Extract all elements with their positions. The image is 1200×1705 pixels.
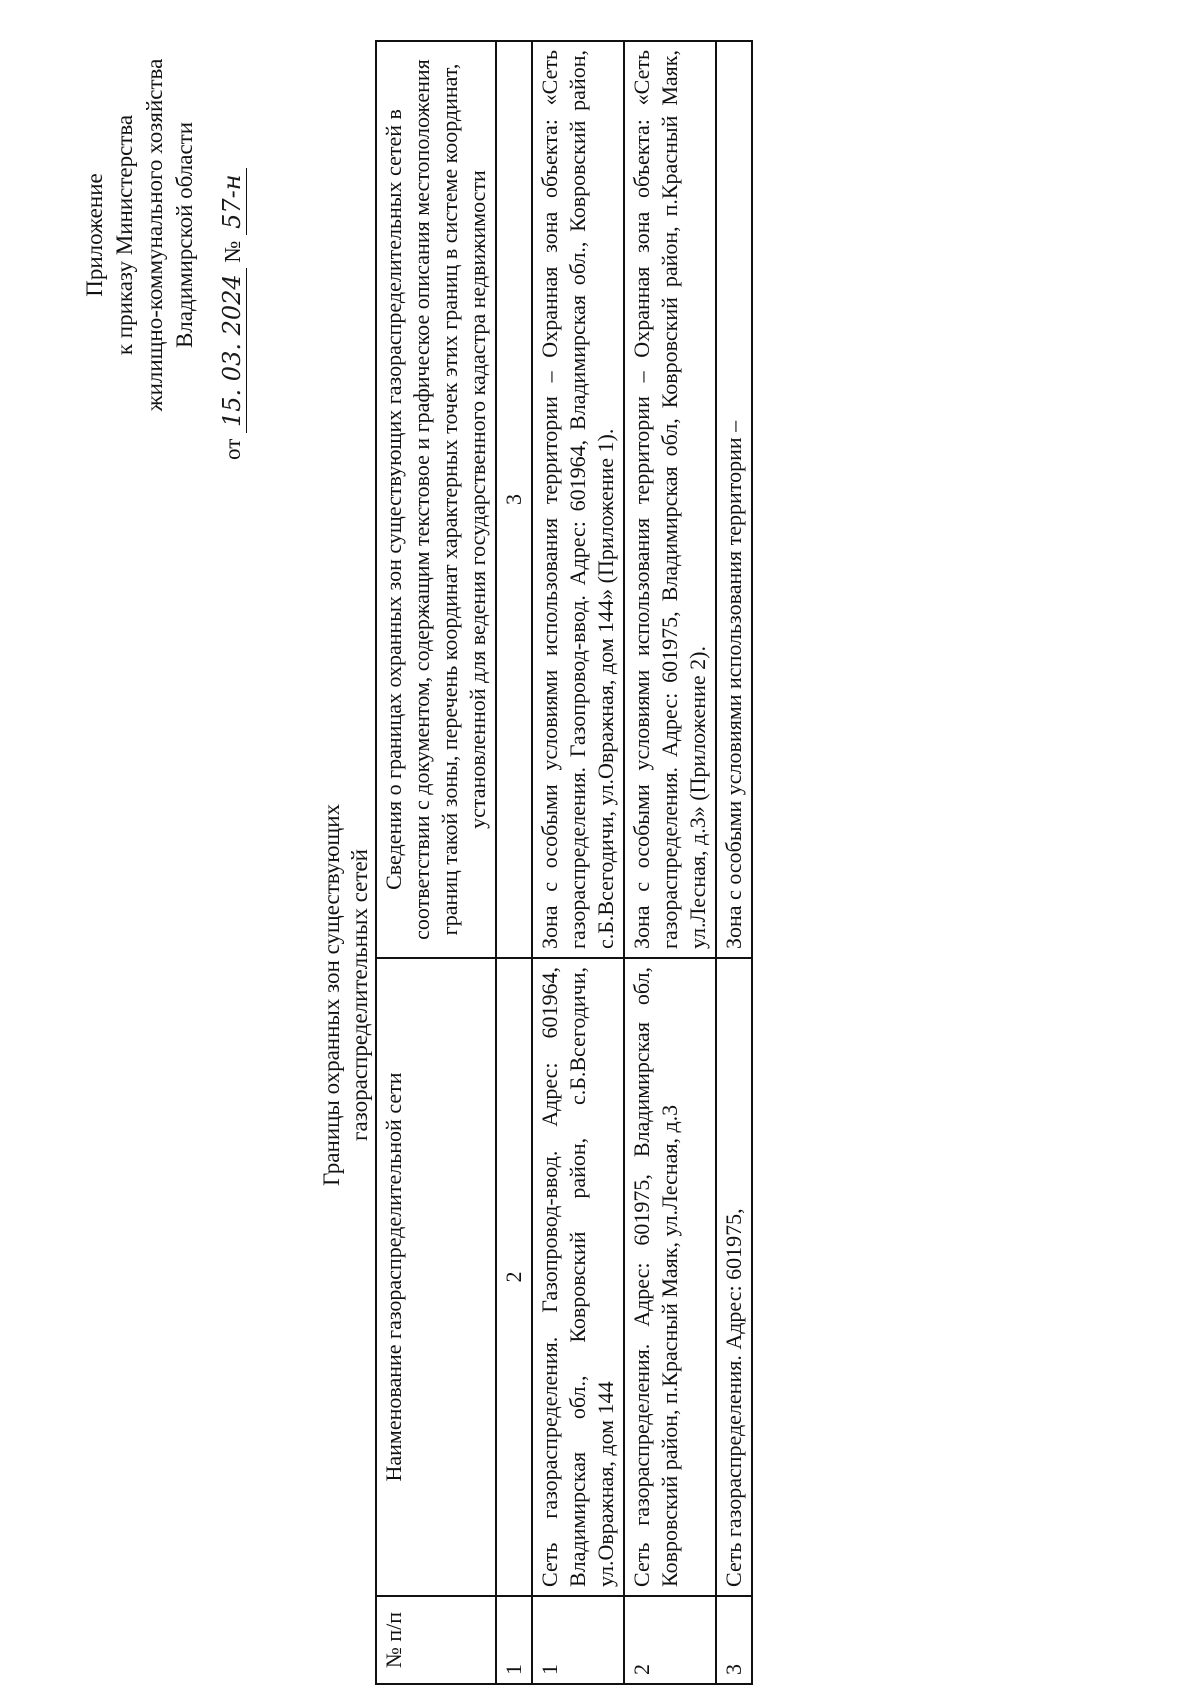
appendix-header [80,35,200,435]
header-info: Сведения о границах охранных зон существующих газораспределительных сетей в соответствии с документом, содержащим текстовое и графическое описания местоположения границ такой зоны, перечень координат характерных точек этих границ в системе координат, установленной для ведения государственного кадастра недвижимости [376,41,496,958]
table-index-row [496,41,532,1684]
table-row [532,41,624,1684]
order-date-line [218,0,247,460]
index-cell: 1 [496,1596,532,1684]
table-row [716,41,752,1684]
region-name: Владимирской области [172,121,197,349]
title-line-1: Границы охранных зон существующих [319,803,344,1187]
row-info: Зона с особыми условиями использования территории – Охранная зона объекта: «Сеть газораспределения. Адрес: 601975, Владимирская обл, Ковровский район, п.Красный Маяк, ул.Лесная, д.3» (Приложение 2). [624,41,716,958]
order-prefix: от [220,438,245,460]
row-num: 1 [532,1596,624,1684]
zones-table [375,40,753,1685]
row-info: Зона с особыми условиями использования территории – Охранная зона объекта: «Сеть газораспределения. Газопровод-ввод. Адрес: 601964, Владимирская обл., Ковровский район, с.Б.Всегодичи, ул.Овражная, дом 144» (Приложение 1). [532,41,624,958]
row-num: 3 [716,1596,752,1684]
order-reference: к приказу Министерства [112,114,137,356]
row-name: Сеть газораспределения. Газопровод-ввод. Адрес: 601964, Владимирская обл., Ковровский район, с.Б.Всегодичи, ул.Овражная, дом 144 [532,958,624,1596]
index-cell: 2 [496,958,532,1596]
row-info: Зона с особыми условиями использования территории – [716,41,752,958]
index-cell: 3 [496,41,532,958]
header-num: № п/п [376,1596,496,1684]
row-name: Сеть газораспределения. Адрес: 601975, Владимирская обл, Ковровский район, п.Красный Маяк, ул.Лесная, д.3 [624,958,716,1596]
table-header-row [376,41,496,1684]
order-number-label: № [220,240,245,263]
header-name: Наименование газораспределительной сети [376,958,496,1596]
document-title [318,585,374,1405]
order-date: 15. 03. 2024 [218,268,247,433]
title-line-2: газораспределительных сетей [347,849,372,1141]
appendix-label: Приложение [82,173,107,297]
table-row [624,41,716,1684]
row-num: 2 [624,1596,716,1684]
row-name: Сеть газораспределения. Адрес: 601975, [716,958,752,1596]
order-number: 57-н [218,168,247,234]
ministry-name: жилищно-коммунального хозяйства [142,58,167,412]
